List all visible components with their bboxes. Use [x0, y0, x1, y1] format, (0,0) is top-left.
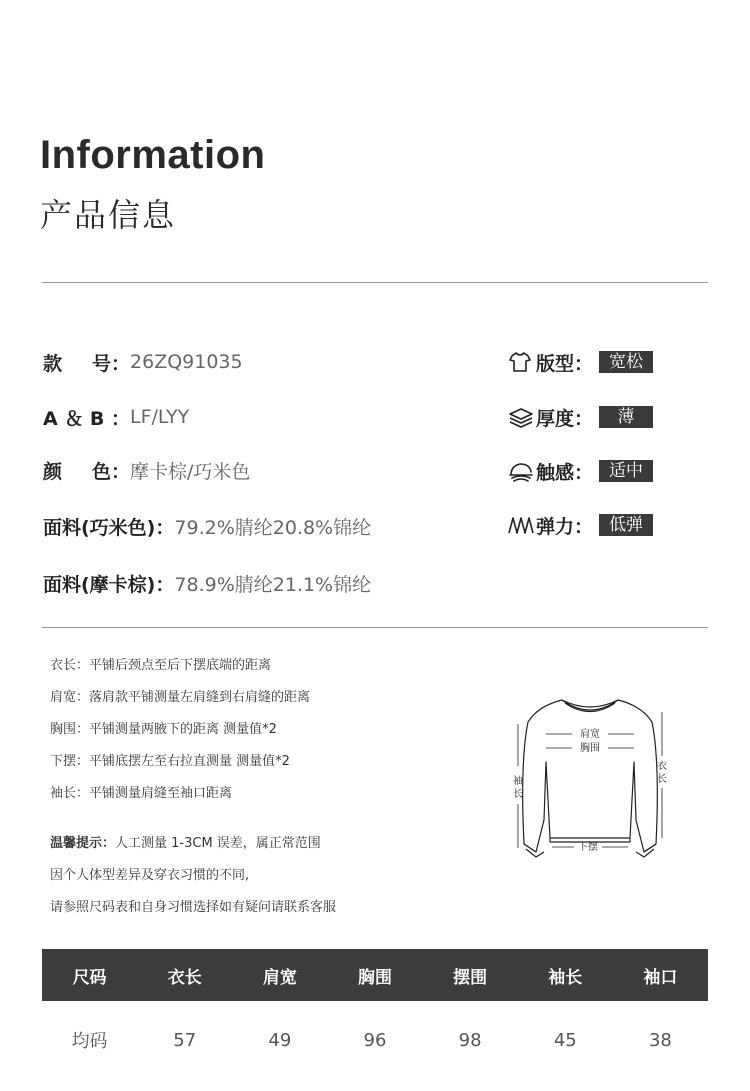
note-line-3: 请参照尺码表和自身习惯选择如有疑问请联系客服: [50, 900, 337, 915]
divider: [42, 627, 708, 628]
attr-touch-badge: 适中: [599, 460, 653, 482]
attr-thickness-badge: 薄: [599, 406, 653, 428]
info-fabric-1-label: 面料(巧米色): [43, 516, 156, 539]
info-ab-label: A ＆ B: [43, 407, 105, 430]
info-style-label: 款 号: [43, 352, 111, 375]
note-shoulder: 肩宽：落肩款平铺测量左肩缝到右肩缝的距离: [50, 690, 311, 705]
header-cuff: 袖口: [643, 967, 678, 988]
info-color-value: 摩卡棕/巧米色: [130, 460, 251, 483]
diagram-label-sleeve-a: 袖: [513, 776, 523, 787]
cell-size: 均码: [71, 1031, 108, 1052]
note-hem: 下摆：平铺底摆左至右拉直测量 测量值*2: [50, 754, 290, 769]
tshirt-icon: [508, 351, 534, 373]
title-english: Information: [40, 133, 266, 177]
attr-touch: 触感 ： 适中: [508, 458, 653, 484]
diagram-label-shoulder: 肩宽: [580, 729, 600, 740]
note-tip-label: 温馨提示：: [50, 836, 116, 851]
table-row: [42, 1001, 708, 1079]
info-ab: A ＆ B ： LF/LYY: [43, 402, 189, 432]
info-fabric-2-value: 78.9%腈纶21.1%锦纶: [174, 573, 372, 596]
cell-sleeve: 45: [553, 1029, 577, 1051]
info-fabric-1: 面料(巧米色) ： 79.2%腈纶20.8%锦纶: [43, 511, 371, 541]
header-sleeve: 袖长: [548, 967, 583, 988]
info-ab-value: LF/LYY: [130, 406, 190, 428]
header-size: 尺码: [72, 967, 107, 988]
attr-fit-label: 版型: [536, 352, 575, 375]
attr-thickness-label: 厚度: [536, 407, 575, 430]
cell-chest: 96: [363, 1029, 387, 1051]
attr-elasticity-label: 弹力: [536, 515, 575, 538]
info-fabric-1-value: 79.2%腈纶20.8%锦纶: [174, 516, 372, 539]
info-color: 颜 色 ： 摩卡棕/巧米色: [43, 455, 250, 485]
info-fabric-2: 面料(摩卡棕) ： 78.9%腈纶21.1%锦纶: [43, 568, 371, 598]
header-shoulder: 肩宽: [262, 967, 297, 988]
size-table-header: [42, 949, 708, 1001]
attr-elasticity: 弹力 ： 低弹: [508, 512, 653, 538]
info-color-label: 颜 色: [43, 460, 111, 483]
diagram-label-chest: 胸围: [580, 743, 600, 754]
attr-fit-badge: 宽松: [599, 351, 653, 373]
note-line-2: 因个人体型差异及穿衣习惯的不同,: [50, 868, 250, 883]
attr-fit: 版型 ： 宽松: [508, 349, 653, 375]
title-chinese: 产品信息: [40, 196, 177, 234]
info-fabric-2-label: 面料(摩卡棕): [43, 573, 156, 596]
size-table: [42, 949, 708, 1079]
attr-elasticity-badge: 低弹: [599, 514, 653, 536]
header-chest: 胸围: [357, 967, 392, 988]
note-tip: [50, 832, 321, 851]
spring-icon: [508, 514, 534, 536]
attr-thickness: 厚度 ： 薄: [508, 404, 653, 430]
attr-touch-label: 触感: [536, 461, 575, 484]
diagram-label-length-a: 衣: [657, 761, 667, 772]
layers-icon: [508, 406, 534, 428]
note-chest: 胸围：平铺测量两腋下的距离 测量值*2: [50, 722, 277, 737]
info-style-value: 26ZQ91035: [130, 351, 243, 373]
sweater-diagram: [506, 692, 674, 872]
note-length: 衣长：平铺后颈点至后下摆底端的距离: [50, 658, 272, 673]
note-tip-text: 人工测量 1-3CM 误差，属正常范围: [115, 836, 321, 851]
diagram-label-hem: 下摆: [578, 842, 598, 853]
header-hem: 摆围: [453, 967, 488, 988]
info-style-number: 款 号 ： 26ZQ91035: [43, 347, 243, 377]
cell-shoulder: 49: [268, 1029, 292, 1051]
note-sleeve: 袖长：平铺测量肩缝至袖口距离: [50, 786, 233, 801]
diagram-label-sleeve-b: 长: [513, 789, 523, 800]
diagram-label-length-b: 长: [657, 774, 667, 785]
cell-length: 57: [173, 1029, 197, 1051]
cell-hem: 98: [458, 1029, 482, 1051]
cell-cuff: 38: [648, 1029, 672, 1051]
divider: [42, 282, 708, 283]
hand-touch-icon: [508, 460, 534, 482]
header-length: 衣长: [167, 967, 202, 988]
